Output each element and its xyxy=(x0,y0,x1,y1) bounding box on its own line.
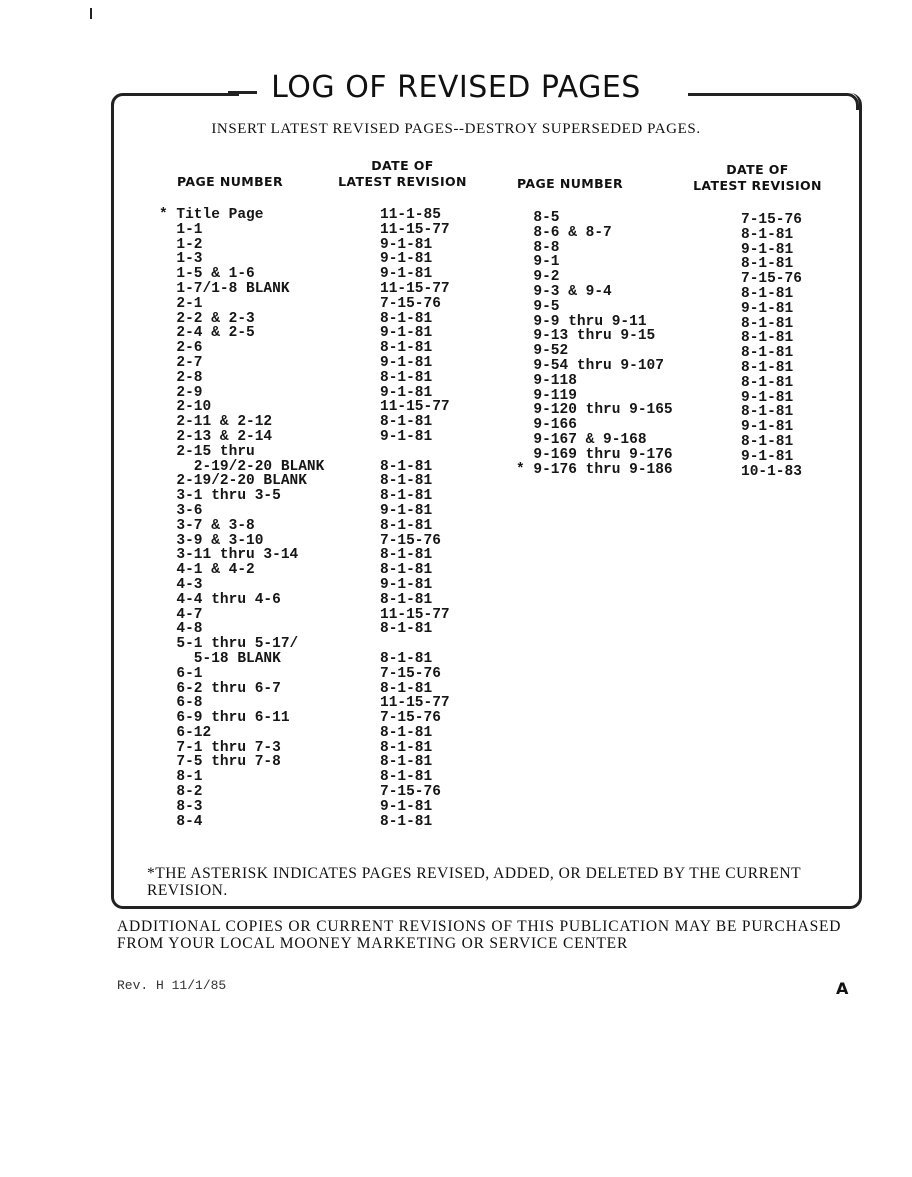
right-date-column xyxy=(741,213,802,479)
revision-date-cell: 8-1-81 xyxy=(380,680,433,697)
page-number-cell: 6-12 xyxy=(159,724,212,741)
page-number-cell: 2-15 thru xyxy=(159,443,255,460)
header-label: PAGE NUMBER xyxy=(177,174,283,189)
page-number-cell: 6-2 thru 6-7 xyxy=(159,680,281,697)
revision-date-cell: 10-1-83 xyxy=(741,463,802,480)
revision-date-cell: 9-1-81 xyxy=(741,419,794,436)
asterisk-note: *THE ASTERISK INDICATES PAGES REVISED, ADDED, OR DELETED BY THE CURRENT REVISION. xyxy=(147,865,801,899)
header-label: DATE OF xyxy=(371,158,434,173)
revision-date-cell: 9-1-81 xyxy=(741,300,794,317)
header-page-number-left xyxy=(165,174,295,190)
revision-date-cell: 8-1-81 xyxy=(741,404,794,421)
revision-date-cell: 11-1-85 xyxy=(380,207,441,223)
page-number-cell: 1-5 & 1-6 xyxy=(159,266,255,283)
page-number-cell: 7-1 thru 7-3 xyxy=(159,739,281,756)
page-number-cell: 1-3 xyxy=(159,251,203,268)
header-label: LATEST REVISION xyxy=(693,178,822,193)
page-number-cell: 4-3 xyxy=(159,576,203,593)
page-number-cell: 5-1 thru 5-17/ xyxy=(159,636,299,653)
page-number-cell: 9-169 thru 9-176 xyxy=(516,446,673,463)
revision-date-cell: 8-1-81 xyxy=(380,562,433,579)
page-letter: A xyxy=(836,979,849,998)
page-number-cell: 8-8 xyxy=(516,239,560,256)
page-number-cell: 2-9 xyxy=(159,384,203,401)
page-title-text: LOG OF REVISED PAGES xyxy=(257,70,655,105)
page-number-cell: * 9-176 thru 9-186 xyxy=(516,461,673,478)
revision-date-cell: 8-1-81 xyxy=(380,813,433,830)
additional-copies-note: ADDITIONAL COPIES OR CURRENT REVISIONS OF THIS PUBLICATION MAY BE PURCHASED FROM YOUR LOCAL MOONEY MARKETING OR SERVICE CENTER xyxy=(117,918,842,952)
revision-date-cell: 8-1-81 xyxy=(380,458,433,475)
revision-date-cell: 7-15-76 xyxy=(380,784,441,801)
revision-date-cell: 9-1-81 xyxy=(380,502,433,519)
page-number-cell: 3-11 thru 3-14 xyxy=(159,547,299,564)
page-number-cell: 8-3 xyxy=(159,798,203,815)
page-number-cell: 2-7 xyxy=(159,354,203,371)
page-number-cell: 2-6 xyxy=(159,340,203,357)
revision-date-cell: 11-15-77 xyxy=(380,606,450,623)
page-number-cell: 1-7/1-8 BLANK xyxy=(159,280,290,297)
revision-date-cell: 8-1-81 xyxy=(380,724,433,741)
page-number-cell: 4-7 xyxy=(159,606,203,623)
page-number-cell: 4-4 thru 4-6 xyxy=(159,591,281,608)
page-number-cell: 9-2 xyxy=(516,269,560,286)
instruction-text: INSERT LATEST REVISED PAGES--DESTROY SUPERSEDED PAGES. xyxy=(211,121,701,137)
revision-date-cell: 11-15-77 xyxy=(380,695,450,712)
revision-date-cell: 8-1-81 xyxy=(741,285,794,302)
revision-date-cell: 8-1-81 xyxy=(741,330,794,347)
header-date-left xyxy=(325,158,480,190)
page-number-cell: 9-120 thru 9-165 xyxy=(516,402,673,419)
revision-date-cell: 7-15-76 xyxy=(380,710,441,727)
left-page-column xyxy=(159,208,324,829)
page-number-cell: 9-52 xyxy=(516,343,569,360)
revision-date-cell: 7-15-76 xyxy=(741,212,802,228)
page-number-cell: 3-7 & 3-8 xyxy=(159,517,255,534)
header-label: PAGE NUMBER xyxy=(517,176,623,191)
page-number-cell: 8-6 & 8-7 xyxy=(516,224,612,241)
revision-date-cell xyxy=(380,637,450,652)
revision-date-cell: 9-1-81 xyxy=(380,576,433,593)
revision-date-cell: 9-1-81 xyxy=(741,448,794,465)
revision-date-cell: 11-15-77 xyxy=(380,280,450,297)
page-number-cell: 2-8 xyxy=(159,369,203,386)
page-number-cell: 9-1 xyxy=(516,254,560,271)
page-title xyxy=(0,70,912,105)
revision-date-cell: 9-1-81 xyxy=(380,428,433,445)
revision-date-cell: 8-1-81 xyxy=(380,591,433,608)
page-number-cell: 9-13 thru 9-15 xyxy=(516,328,656,345)
header-page-number-right xyxy=(505,176,635,192)
page-number-cell: 3-1 thru 3-5 xyxy=(159,488,281,505)
revision-date-cell: 8-1-81 xyxy=(741,226,794,243)
header-label: LATEST REVISION xyxy=(338,174,467,189)
revision-label: Rev. H 11/1/85 xyxy=(117,978,227,993)
revision-date-cell: 7-15-76 xyxy=(380,532,441,549)
revision-date-cell: 8-1-81 xyxy=(380,473,433,490)
page-number-cell: 8-2 xyxy=(159,784,203,801)
revision-date-cell xyxy=(380,445,450,460)
page-number-cell: 9-119 xyxy=(516,387,577,404)
revision-date-cell: 8-1-81 xyxy=(741,359,794,376)
page-number-cell: 6-9 thru 6-11 xyxy=(159,710,290,727)
page-number-cell: 2-4 & 2-5 xyxy=(159,325,255,342)
revision-date-cell: 8-1-81 xyxy=(380,310,433,327)
revision-date-cell: 8-1-81 xyxy=(380,754,433,771)
header-label: DATE OF xyxy=(726,162,789,177)
revision-date-cell: 8-1-81 xyxy=(741,256,794,273)
header-date-right xyxy=(680,162,835,194)
revision-date-cell: 11-15-77 xyxy=(380,221,450,238)
revision-date-cell: 8-1-81 xyxy=(380,621,433,638)
revision-date-cell: 8-1-81 xyxy=(380,517,433,534)
page-number-cell: 8-4 xyxy=(159,813,203,830)
revision-date-cell: 8-1-81 xyxy=(380,547,433,564)
revision-date-cell: 8-1-81 xyxy=(741,433,794,450)
revision-date-cell: 9-1-81 xyxy=(380,354,433,371)
revision-date-cell: 7-15-76 xyxy=(741,271,802,288)
page-number-cell: 2-10 xyxy=(159,399,212,416)
page-number-cell: 5-18 BLANK xyxy=(159,650,281,667)
revision-date-cell: 8-1-81 xyxy=(741,374,794,391)
right-page-column xyxy=(516,211,673,477)
page-number-cell: 9-54 thru 9-107 xyxy=(516,357,664,374)
revision-date-cell: 8-1-81 xyxy=(380,650,433,667)
page-number-cell: 2-19/2-20 BLANK xyxy=(159,473,307,490)
page-number-cell: 4-8 xyxy=(159,621,203,638)
scan-mark xyxy=(90,8,92,19)
page-number-cell: 9-166 xyxy=(516,417,577,434)
page-number-cell: 8-5 xyxy=(516,210,560,226)
page-number-cell: 9-5 xyxy=(516,298,560,315)
revision-date-cell: 8-1-81 xyxy=(380,769,433,786)
revision-date-cell: 8-1-81 xyxy=(741,345,794,362)
revision-date-cell: 8-1-81 xyxy=(380,488,433,505)
page-number-cell: 6-8 xyxy=(159,695,203,712)
revision-date-cell: 8-1-81 xyxy=(380,739,433,756)
revision-date-cell: 9-1-81 xyxy=(380,798,433,815)
revision-date-cell: 9-1-81 xyxy=(380,384,433,401)
revision-date-cell: 9-1-81 xyxy=(380,325,433,342)
page-number-cell: 2-13 & 2-14 xyxy=(159,428,273,445)
revision-date-cell: 8-1-81 xyxy=(380,340,433,357)
page-number-cell: 3-9 & 3-10 xyxy=(159,532,264,549)
revision-date-cell: 9-1-81 xyxy=(380,236,433,253)
page-number-cell: 8-1 xyxy=(159,769,203,786)
page-number-cell: 1-1 xyxy=(159,221,203,238)
revision-date-cell: 7-15-76 xyxy=(380,665,441,682)
revision-date-cell: 7-15-76 xyxy=(380,295,441,312)
page-number-cell: 2-19/2-20 BLANK xyxy=(159,458,325,475)
page-number-cell: 7-5 thru 7-8 xyxy=(159,754,281,771)
page-number-cell: 1-2 xyxy=(159,236,203,253)
page-number-cell: 9-9 thru 9-11 xyxy=(516,313,647,330)
revision-date-cell: 8-1-81 xyxy=(380,414,433,431)
revision-date-cell: 8-1-81 xyxy=(380,369,433,386)
page-number-cell: 9-118 xyxy=(516,372,577,389)
page-number-cell: 2-1 xyxy=(159,295,203,312)
revision-date-cell: 8-1-81 xyxy=(741,315,794,332)
left-date-column xyxy=(380,208,450,829)
revision-date-cell: 9-1-81 xyxy=(741,389,794,406)
page-number-cell: 6-1 xyxy=(159,665,203,682)
page-number-cell: 4-1 & 4-2 xyxy=(159,562,255,579)
page-number-cell: 2-2 & 2-3 xyxy=(159,310,255,327)
page-number-cell: 9-167 & 9-168 xyxy=(516,431,647,448)
revision-date-cell: 9-1-81 xyxy=(380,251,433,268)
revision-date-cell: 11-15-77 xyxy=(380,399,450,416)
page-number-cell: * Title Page xyxy=(159,207,264,223)
page-number-cell: 2-11 & 2-12 xyxy=(159,414,273,431)
page-number-cell: 9-3 & 9-4 xyxy=(516,283,612,300)
page-number-cell: 3-6 xyxy=(159,502,203,519)
revision-date-cell: 9-1-81 xyxy=(741,241,794,258)
revision-date-cell: 9-1-81 xyxy=(380,266,433,283)
